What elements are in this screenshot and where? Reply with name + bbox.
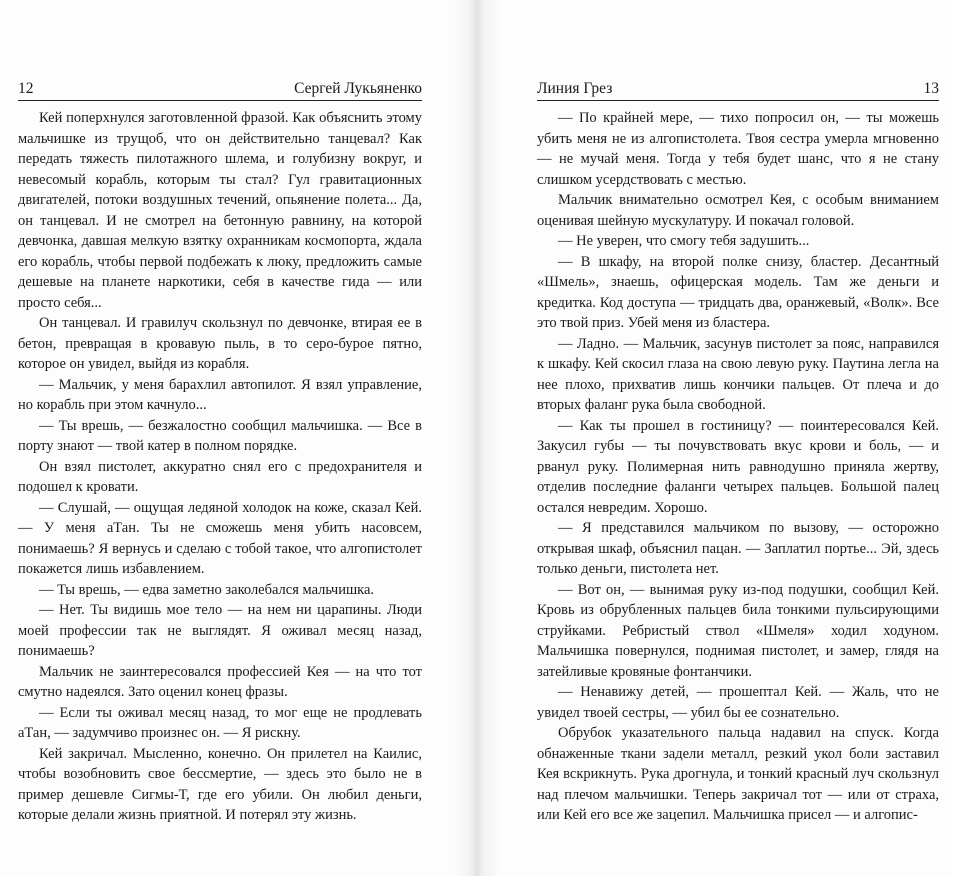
paragraph: — Ладно. — Мальчик, засунув пистолет за пояс, направился к шкафу. Кей скосил глаза на свою левую руку. Паутина легла на нее плохо, прихватив лишь кончики пальцев. От плеча и до вторых фаланг рука была свободной. [537, 335, 939, 413]
left-page-number: 12 [18, 80, 34, 97]
left-page [0, 0, 476, 876]
left-running-title: Сергей Лукьяненко [294, 80, 422, 97]
paragraph: Он взял пистолет, аккуратно снял его с предохранителя и подошел к кровати. [18, 458, 422, 495]
paragraph: — Ты врешь, — едва заметно заколебался мальчишка. [39, 581, 375, 598]
paragraph: — Я представился мальчиком по вызову, — осторожно открывая шкаф, объяснил пацан. — Заплатил портье... Эй, здесь только деньги, пистолета нет. [537, 520, 939, 577]
paragraph: — Не уверен, что смогу тебя задушить... [558, 233, 810, 249]
paragraph: — Вот он, — вынимая руку из-под подушки, сообщил Кей. Кровь из обрубленных пальцев била тонкими пульсирующими струйками. Ребристый ствол «Шмеля» ходил ходуном. Мальчишка повернулся, поднимая пистолет, и замер, глядя на затейливые кровяные фонтанчики. [537, 581, 939, 680]
right-running-title: Линия Грез [537, 80, 613, 97]
paragraph: — Нет. Ты видишь мое тело — на нем ни царапины. Люди моей профессии так не выглядят. Я оживал месяц назад, понимаешь? [18, 602, 422, 659]
paragraph: Кей поперхнулся заготовленной фразой. Как объяснить этому мальчишке из трущоб, что он действительно танцевал? Как передать тяжесть пилотажного шлема, и голубизну вокруг, и невесомый корабль, которым ты стал? Гул гравитационных двигателей, потоки воздушных течений, опьянение полета... Да, он танцевал. И не смотрел на бетонную равнину, на которой девчонка, давшая мелкую взятку охранникам космопорта, ждала его корабль, чтобы первой подбежать к люку, предложить самые дешевые на планете наркотики, себя в качестве гида — или просто себя... [18, 110, 422, 311]
paragraph: — В шкафу, на второй полке снизу, бластер. Десантный «Шмель», знаешь, офицерская модель. Там же деньги и кредитка. Код доступа — тридцать два, оранжевый, «Волк». Все это твой приз. Убей меня из бластера. [537, 253, 939, 331]
paragraph: — Слушай, — ощущая ледяной холодок на коже, сказал Кей. — У меня аТан. Ты не сможешь меня убить насовсем, понимаешь? Я вернусь и сделаю с тобой такое, что алгопистолет покажется лишь избавлением. [18, 499, 422, 577]
right-page-number: 13 [923, 80, 939, 97]
paragraph: — Ты врешь, — безжалостно сообщил мальчишка. — Все в порту знают — твой катер в полном порядке. [18, 417, 422, 454]
right-page [476, 0, 953, 876]
paragraph: Мальчик внимательно осмотрел Кея, с особым вниманием оценивая шейную мускулатуру. И покачал головой. [537, 192, 939, 229]
paragraph: — Если ты оживал месяц назад, то мог еще не продлевать аТан, — задумчиво произнес он. — Я рискну. [18, 704, 422, 741]
paragraph: Кей закричал. Мысленно, конечно. Он прилетел на Каилис, чтобы возобновить свое бессмертие, — здесь это было не в пример дешевле Сигмы-Т, где его убили. Он любил деньги, которые делали жизнь приятной. И потерял эту жизнь. [18, 745, 422, 823]
paragraph: — Мальчик, у меня барахлил автопилот. Я взял управление, но корабль при этом качнуло... [18, 376, 422, 413]
paragraph: — Как ты прошел в гостиницу? — поинтересовался Кей. Закусил губы — ты почувствовать вкус крови и боль, — и рванул руку. Полимерная нить равнодушно приняла жертву, отделив последние фаланги четырех пальцев. Большой палец остался невредим. Хорошо. [537, 417, 939, 516]
paragraph: Мальчик не заинтересовался профессией Кея — на что тот смутно надеялся. Зато оценил конец фразы. [18, 663, 422, 700]
left-page-text [18, 108, 422, 826]
paragraph: — Ненавижу детей, — прошептал Кей. — Жаль, что не увидел твоей сестры, — убил бы ее сознательно. [537, 684, 939, 721]
paragraph: — По крайней мере, — тихо попросил он, — ты можешь убить меня не из алгопистолета. Твоя сестра умерла мгновенно — не мучай меня. Тогда у тебя будет шанс, что я не стану слишком усердствовать с местью. [537, 110, 939, 188]
paragraph: Он танцевал. И гравилуч скользнул по девчонке, втирая ее в бетон, превращая в кровавую пыль, в то серо-бурое пятно, которое он увидел, выйдя из корабля. [18, 315, 422, 372]
right-page-header [537, 78, 939, 101]
left-page-header [18, 78, 422, 101]
paragraph: Обрубок указательного пальца надавил на спуск. Когда обнаженные ткани задели металл, резкий укол боли заставил Кея вскрикнуть. Рука дрогнула, и тонкий красный луч скользнул над плечом мальчишки. Теперь закричал тот — или от страха, или Кей его все же зацепил. Мальчишка присел — и алгопис- [537, 725, 939, 823]
right-page-text [537, 108, 939, 826]
